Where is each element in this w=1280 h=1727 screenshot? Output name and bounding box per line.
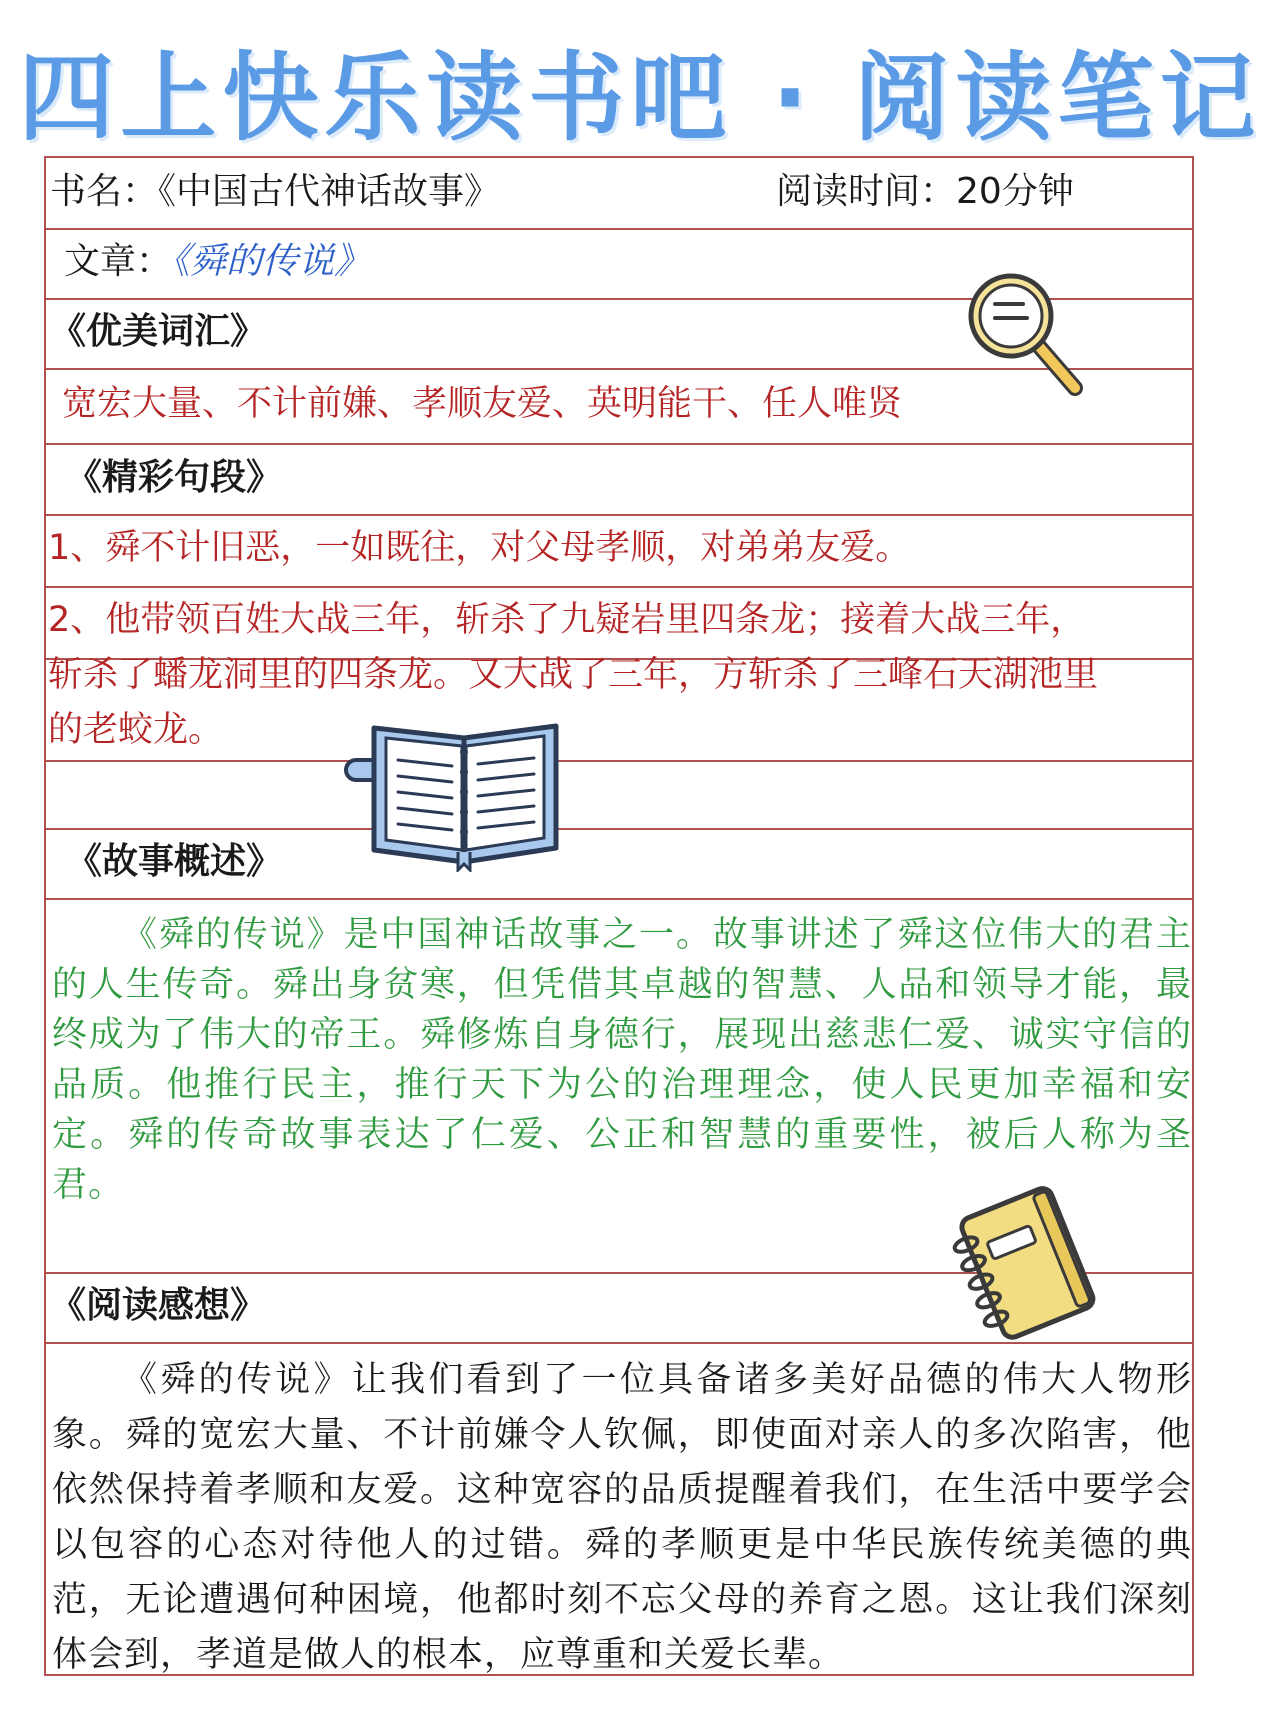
- article-row: [64, 238, 370, 286]
- open-book-icon: [344, 712, 584, 872]
- reflection-text: 《舜的传说》让我们看到了一位具备诸多美好品德的伟大人物形象。舜的宽宏大量、不计前嫌令人钦佩，即使面对亲人的多次陷害，他依然保持着孝顺和友爱。这种宽容的品质提醒着我们，在生活中要学会以包容的心态对待他人的过错。舜的孝顺更是中华民族传统美德的典范，无论遭遇何种困境，他都时刻不忘父母的养育之恩。这让我们深刻体会到，孝道是做人的根本，应尊重和关爱长辈。: [52, 1360, 1192, 1675]
- rule-line: [46, 514, 1192, 516]
- sentence-2-line: 的老蛟龙。: [48, 710, 224, 750]
- sentence-1: 1、舜不计旧恶，一如既往，对父母孝顺，对弟弟友爱。: [48, 528, 911, 568]
- article-label: 文章：: [64, 241, 173, 282]
- summary-heading: 《故事概述》: [66, 841, 283, 882]
- rule-line: [46, 898, 1192, 900]
- article-name: 《舜的传说》: [172, 241, 371, 282]
- page-title: 四上快乐读书吧 · 阅读笔记: [18, 42, 1262, 154]
- summary-text: 《舜的传说》是中国神话故事之一。故事讲述了舜这位伟大的君主的人生传奇。舜出身贫寒，但凭借其卓越的智慧、人品和领导才能，最终成为了伟大的帝王。舜修炼自身德行，展现出慈悲仁爱、诚实守信的品质。他推行民主，推行天下为公的治理理念，使人民更加幸福和安定。舜的传奇故事表达了仁爱、公正和智慧的重要性，被后人称为圣君。: [52, 915, 1192, 1205]
- vocab-words: 宽宏大量、不计前嫌、孝顺友爱、英明能干、任人唯贤: [62, 384, 903, 424]
- reading-time-row: [776, 168, 1074, 216]
- sentence-2-line: 斩杀了蟠龙洞里的四条龙。又大战了三年，方斩杀了三峰石天湖池里: [48, 655, 1099, 695]
- book-name: 《中国古代神话故事》: [158, 171, 501, 212]
- rule-line: [46, 586, 1192, 588]
- sentences-heading: 《精彩句段》: [66, 457, 283, 498]
- vocab-heading: 《优美词汇》: [50, 311, 267, 352]
- rule-line: [46, 443, 1192, 445]
- book-label: 书名：: [50, 171, 159, 212]
- magnifier-icon: [965, 270, 1085, 400]
- reading-time-label: 阅读时间：: [776, 171, 957, 212]
- reflection-heading: 《阅读感想》: [50, 1285, 267, 1326]
- notebook-icon: [940, 1180, 1110, 1350]
- rule-line: [46, 828, 1192, 830]
- sentence-2-line: 2、他带领百姓大战三年，斩杀了九疑岩里四条龙；接着大战三年，: [48, 600, 1086, 640]
- book-title-row: [50, 168, 500, 216]
- rule-line: [46, 228, 1192, 230]
- reading-time-value: 20分钟: [956, 171, 1074, 212]
- rule-line: [46, 760, 1192, 762]
